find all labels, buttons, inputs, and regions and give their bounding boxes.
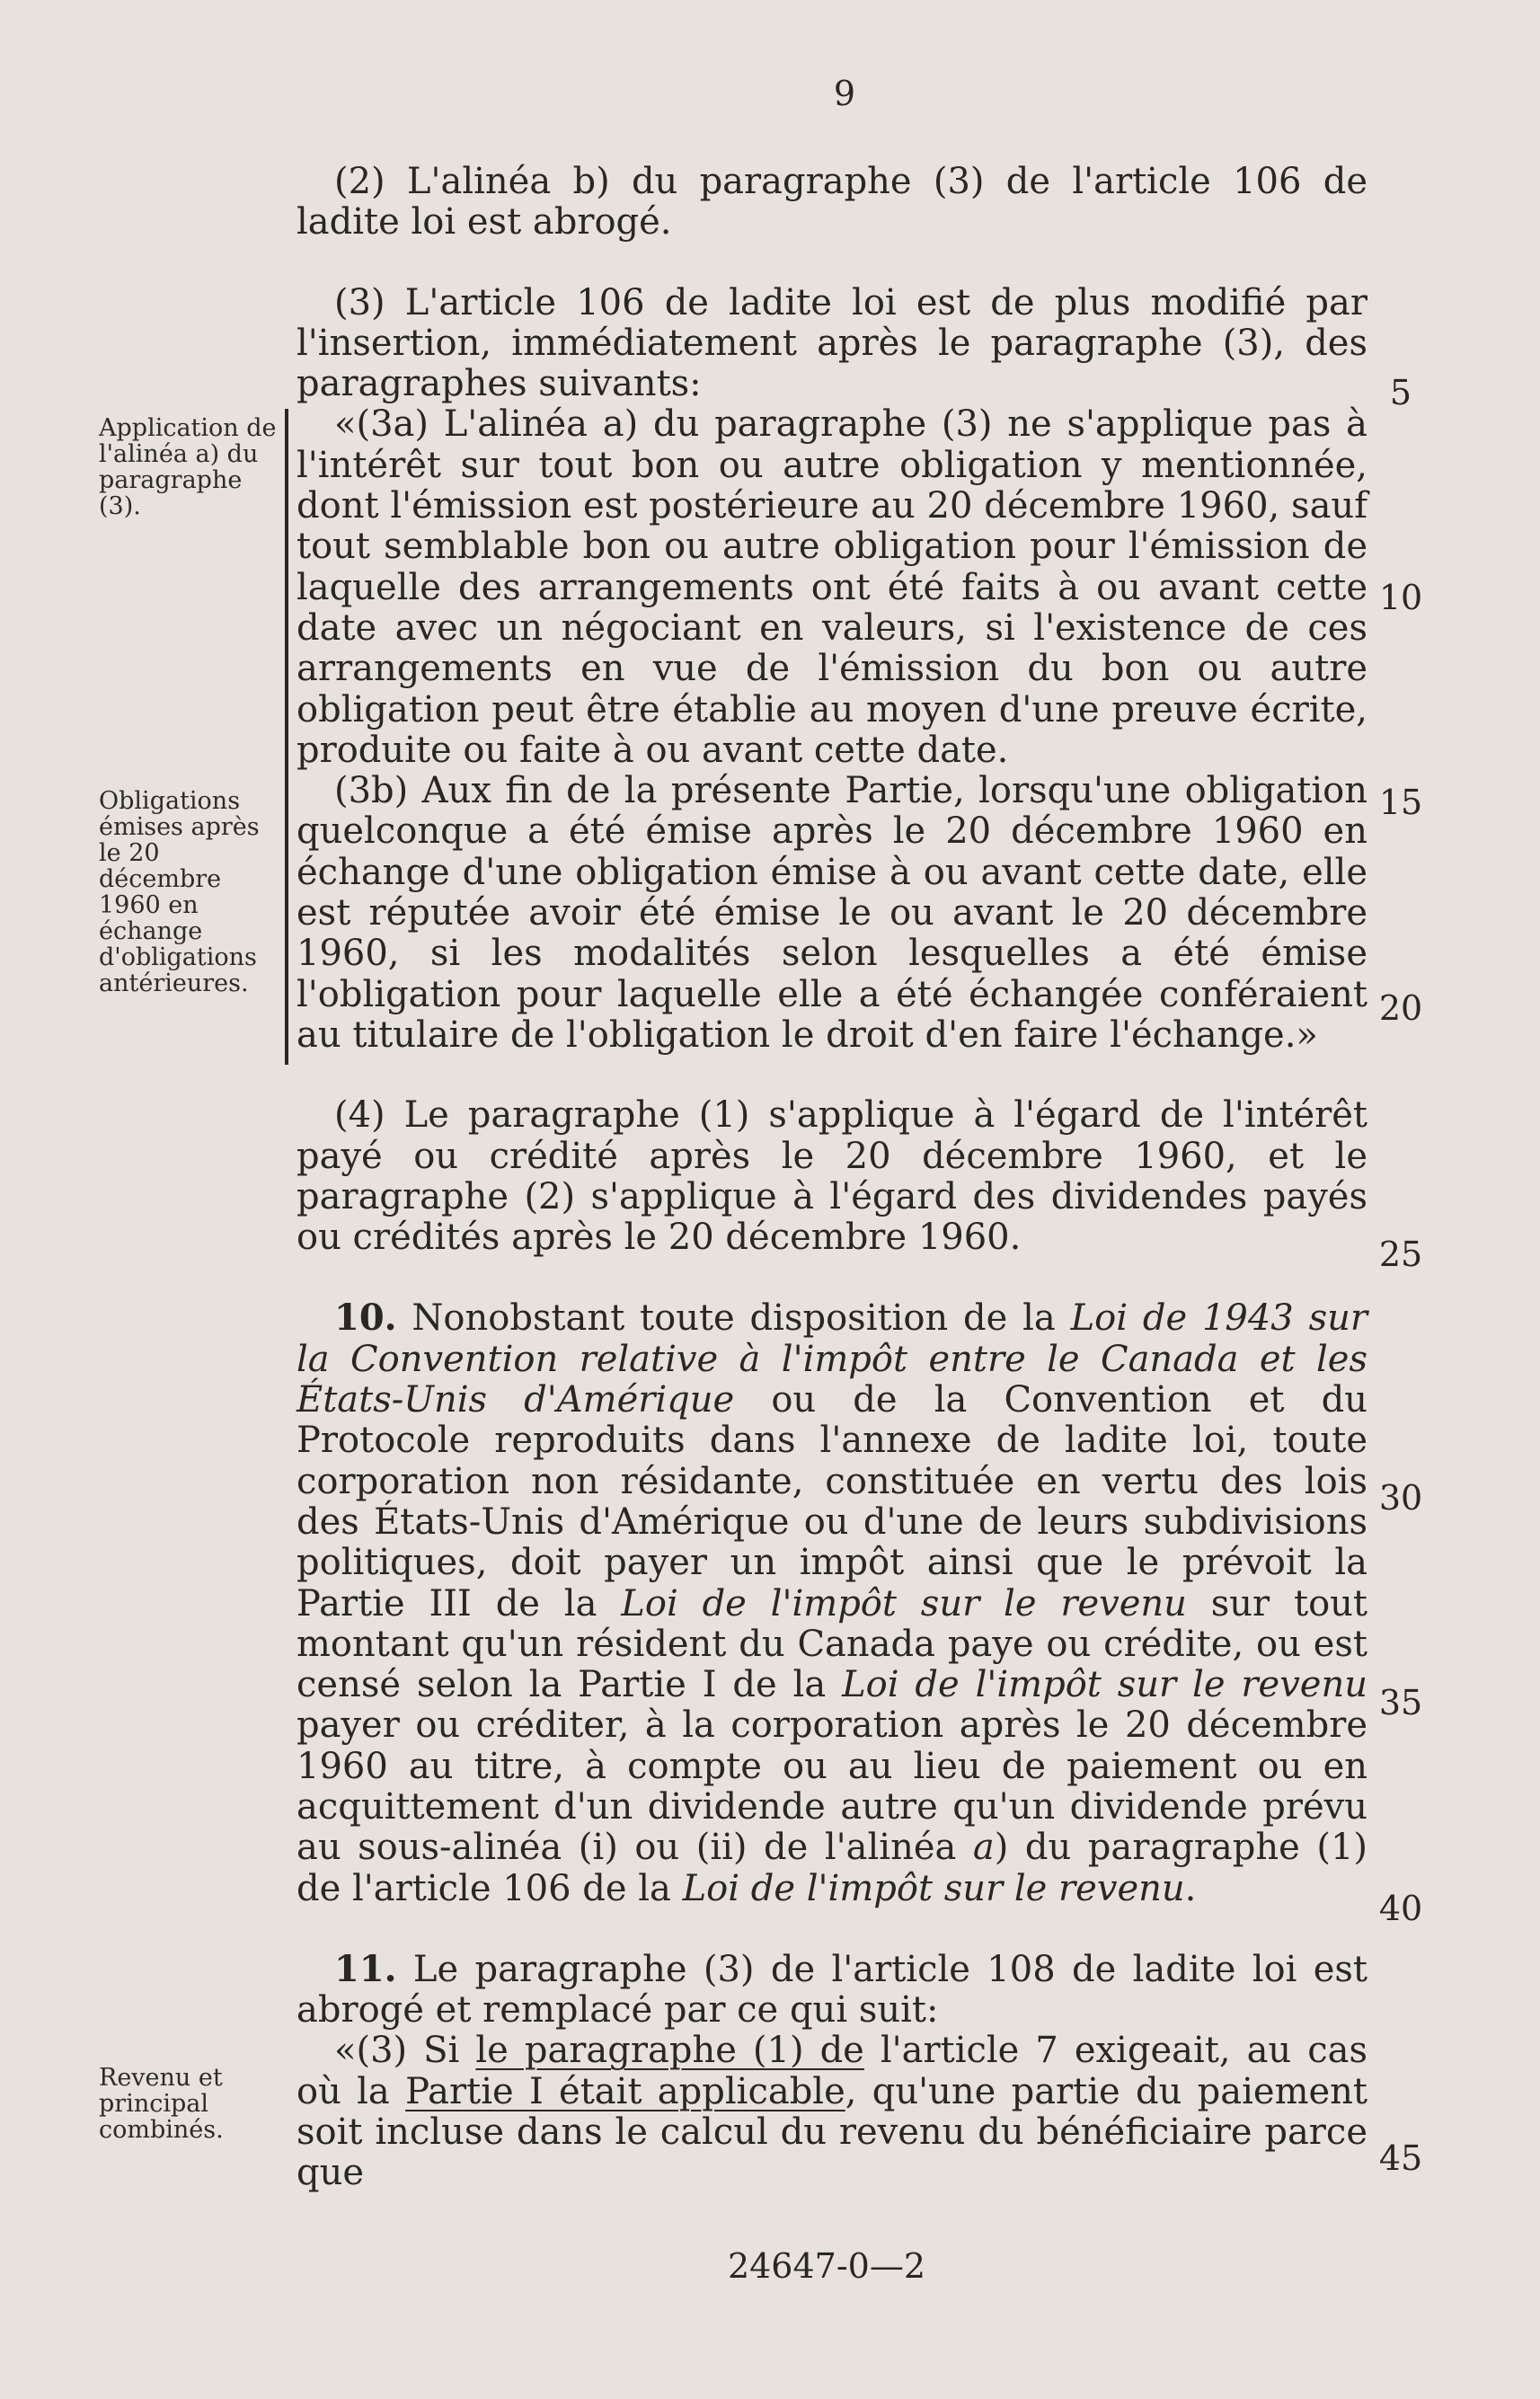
amendment-rule: [285, 409, 288, 1065]
line-number-10: 10: [1378, 578, 1423, 617]
section-10-text: payer ou créditer, à la corporation après le 20 décembre 1960 au titre, à compte ou au lieu de paiement ou en acquittement d'un dividende autre qu'un dividende prévu au sous-alinéa (i) ou (ii) de l'alinéa: [296, 1704, 1367, 1869]
paragraph-4: (4) Le paragraphe (1) s'applique à l'égard de l'intérêt payé ou crédité après le 20 décembre 1960, et le paragraphe (2) s'applique à l'égard des dividendes payés ou crédités après le 20 décembre 1960.: [296, 1094, 1367, 1259]
section-11: [296, 1949, 1367, 2032]
paragraph-2: (2) L'alinéa b) du paragraphe (3) de l'article 106 de ladite loi est abrogé.: [296, 161, 1367, 243]
section-11-text: Le paragraphe (3) de l'article 108 de ladite loi est abrogé et remplacé par ce qui suit:: [296, 1948, 1367, 2032]
margin-note-revenu: Revenu et principal combinés.: [99, 2064, 224, 2144]
margin-note-application: Application de l'alinéa a) du paragraphe (3).: [99, 414, 277, 520]
line-number-40: 40: [1378, 1889, 1423, 1928]
paragraph-3: (3) L'article 106 de ladite loi est de plus modifié par l'insertion, immédiatement après le paragraphe (3), des paragraphes suivants:: [296, 281, 1367, 405]
line-number-5: 5: [1389, 373, 1412, 412]
paragraph-3b: (3b) Aux fin de la présente Partie, lorsqu'une obligation quelconque a été émise après le 20 décembre 1960 en échange d'une obligation émise à ou avant cette date, elle est réputée avoir été émise le ou avant le 20 décembre 1960, si les modalités selon lesquelles a été émise l'obligation pour laquelle elle a été échangée conféraient au titulaire de l'obligation le droit d'en faire l'échange.»: [296, 770, 1367, 1056]
margin-note-obligations: Obligations émises après le 20 décembre 1960 en échange d'obligations antérieures.: [99, 787, 260, 997]
section-10-text: .: [1184, 1867, 1197, 1909]
paragraph-3a: «(3a) L'alinéa a) du paragraphe (3) ne s'applique pas à l'intérêt sur tout bon ou autre obligation y mentionnée, dont l'émission est postérieure au 20 décembre 1960, sauf tout semblable bon ou autre obligation pour l'émission de laquelle des arrangements ont été faits à ou avant cette date avec un négociant en valeurs, si l'existence de ces arrangements en vue de l'émission du bon ou autre obligation peut être établie au moyen d'une preuve écrite, produite ou faite à ou avant cette date.: [296, 403, 1367, 771]
line-number-30: 30: [1378, 1478, 1423, 1518]
page-number: 9: [833, 74, 856, 113]
section-11-number: 11.: [334, 1947, 397, 1990]
line-number-20: 20: [1378, 988, 1423, 1028]
section-10: [296, 1297, 1367, 1908]
section-11-3-underlined: le paragraphe (1) de: [475, 2030, 864, 2072]
line-number-35: 35: [1378, 1683, 1423, 1722]
section-11-3-text: «(3) Si: [334, 2030, 476, 2072]
section-11-3-underlined: Partie I était applicable: [405, 2070, 845, 2112]
section-10-act-title: Loi de l'impôt sur le revenu: [682, 1867, 1185, 1909]
section-11-paragraph-3: [296, 2031, 1367, 2193]
section-10-text: ) du paragraphe (1) de l'article 106 de la: [296, 1827, 1368, 1909]
section-11-3-text: , qu'une partie du paiement soit incluse dans le calcul du revenu du bénéficiaire parce que: [296, 2070, 1368, 2194]
line-number-25: 25: [1378, 1235, 1423, 1274]
section-10-number: 10.: [334, 1297, 397, 1340]
section-10-text: Nonobstant toute disposition de la: [396, 1297, 1071, 1340]
section-10-act-title: Loi de l'impôt sur le revenu: [621, 1582, 1187, 1624]
body-text: [296, 162, 1367, 2194]
section-11-3-text: l'article 7 exigeait, au cas où la: [296, 2030, 1367, 2112]
footer-code: 24647-0—2: [727, 2246, 926, 2286]
line-number-45: 45: [1378, 2138, 1423, 2178]
section-10-text: sur tout montant qu'un résident du Canada paye ou crédite, ou est censé selon la Partie I de la: [296, 1582, 1367, 1706]
section-10-act-title: Loi de l'impôt sur le revenu: [842, 1664, 1367, 1706]
section-10-alinea: a: [972, 1827, 995, 1869]
line-number-15: 15: [1378, 783, 1423, 822]
section-10-text: ou de la Convention et du Protocole reproduits dans l'annexe de ladite loi, toute corporation non résidante, constituée en vertu des lois des États-Unis d'Amérique ou d'une de leurs subdivisions politiques, doit payer un impôt ainsi que le prévoit la Partie III de la: [296, 1379, 1367, 1624]
section-10-act-title: Loi de 1943 sur la Convention relative à l'impôt entre le Canada et les États-Unis d'Amérique: [296, 1297, 1367, 1421]
